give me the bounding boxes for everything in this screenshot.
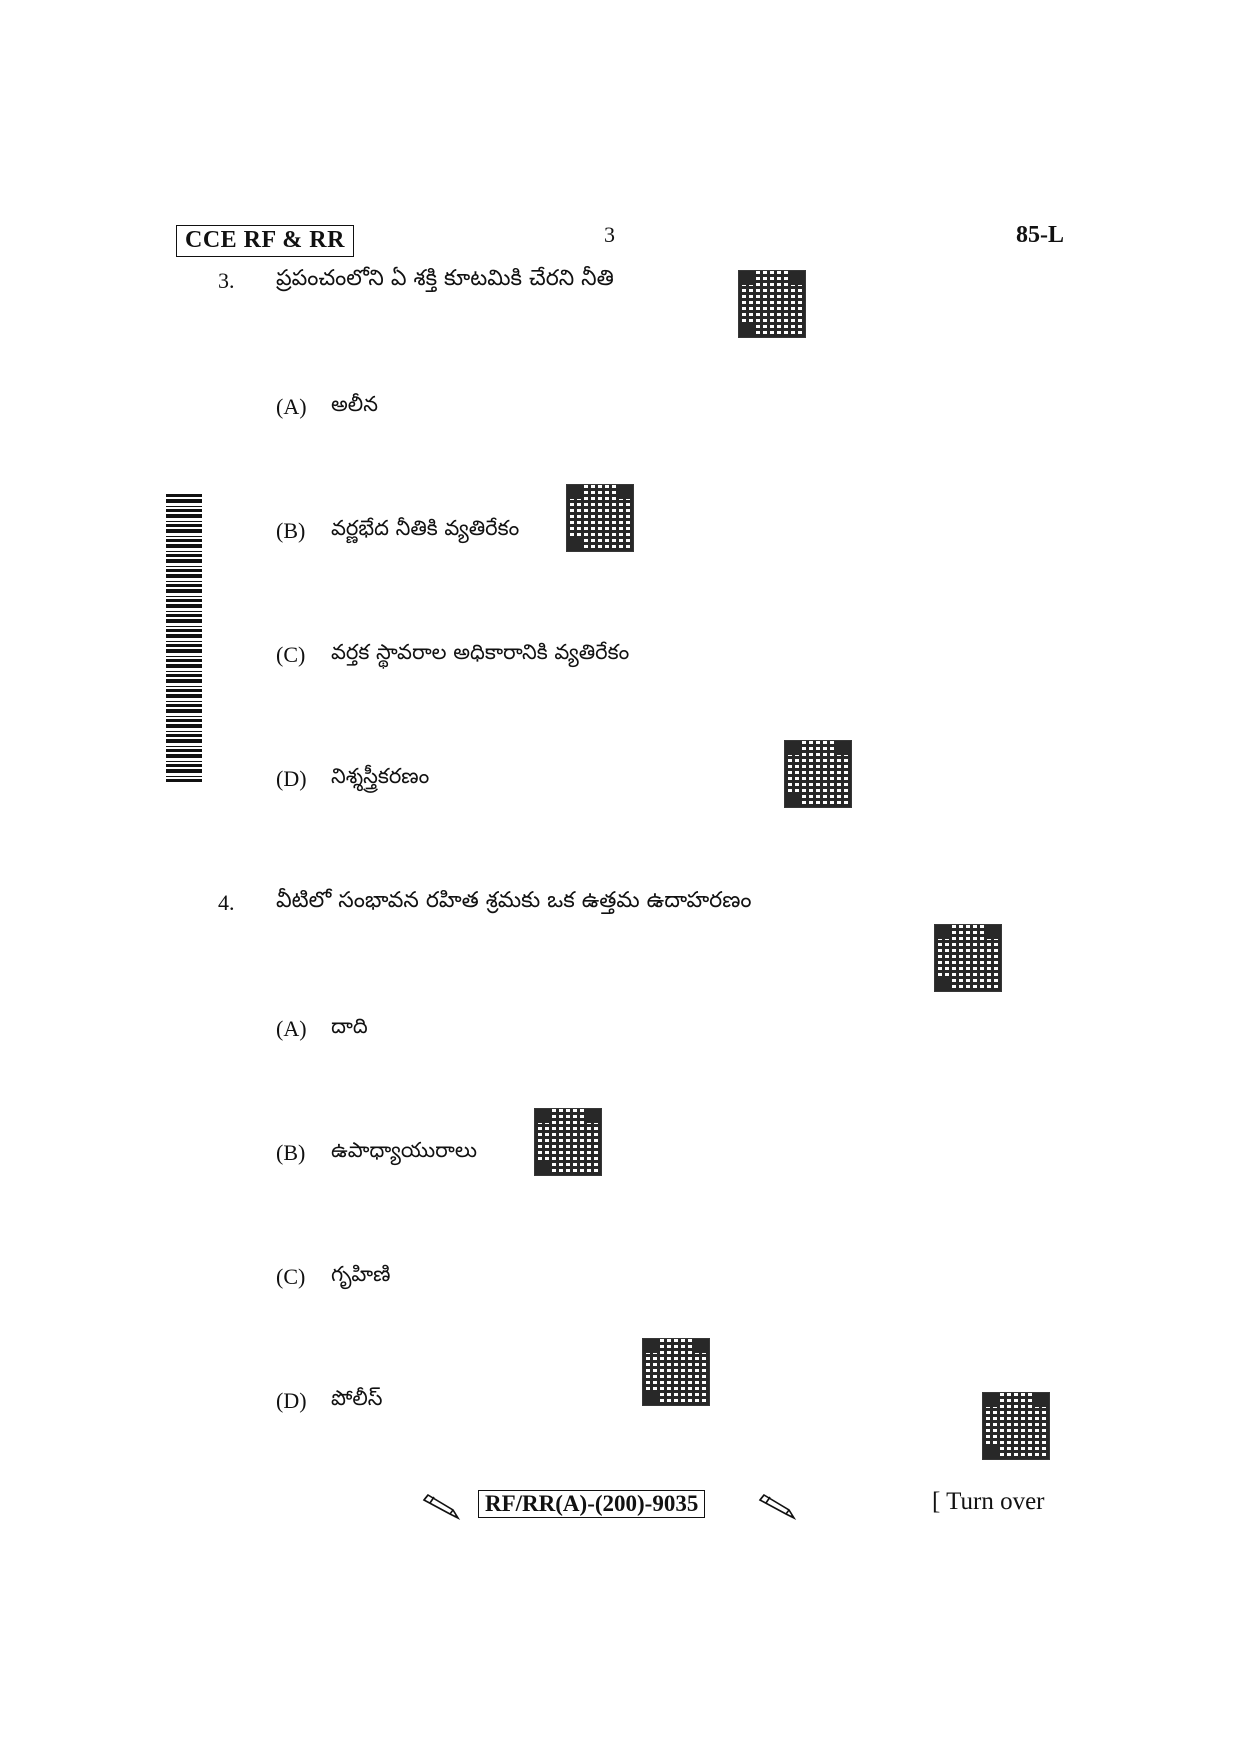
option-text: వర్తక స్థావరాల అధికారానికి వ్యతిరేకం — [331, 640, 630, 664]
option-text: నిశ్శస్త్రీకరణం — [331, 764, 430, 788]
header-exam-label: CCE RF & RR — [176, 225, 354, 257]
turn-over-note: [ Turn over — [932, 1488, 1045, 1515]
barcode — [166, 492, 202, 782]
question-4-option-a — [276, 1014, 368, 1044]
question-4-option-b — [276, 1138, 477, 1168]
qr-code — [534, 1108, 602, 1176]
question-3-option-c — [276, 640, 629, 670]
question-3-number: 3. — [218, 268, 235, 293]
option-letter: (D) — [276, 1388, 307, 1413]
question-3-option-d — [276, 764, 429, 794]
option-letter: (D) — [276, 766, 307, 791]
option-text: వర్ణభేద నీతికి వ్యతిరేకం — [331, 516, 520, 540]
option-letter: (B) — [276, 1140, 306, 1165]
footer-booklet-code: RF/RR(A)-(200)-9035 — [478, 1490, 705, 1518]
option-letter: (B) — [276, 518, 306, 543]
qr-code — [642, 1338, 710, 1406]
pencil-icon — [420, 1492, 466, 1522]
option-text: దాది — [331, 1014, 368, 1038]
question-3-option-b — [276, 516, 519, 546]
page-number: 3 — [604, 222, 615, 247]
option-letter: (C) — [276, 1264, 306, 1289]
qr-code — [982, 1392, 1050, 1460]
qr-code — [784, 740, 852, 808]
option-letter: (A) — [276, 1016, 307, 1041]
option-text: అలీన — [331, 392, 378, 416]
paper-code: 85-L — [1016, 222, 1064, 248]
qr-code — [566, 484, 634, 552]
question-4-number: 4. — [218, 890, 235, 915]
pencil-icon — [756, 1492, 802, 1522]
option-letter: (A) — [276, 394, 307, 419]
question-3-text: ప్రపంచంలోని ఏ శక్తి కూటమికి చేరని నీతి — [276, 266, 614, 291]
question-3-option-a — [276, 392, 378, 422]
qr-code — [934, 924, 1002, 992]
question-4-option-c — [276, 1262, 390, 1292]
option-text: పోలీస్ — [331, 1386, 383, 1410]
option-text: ఉపాధ్యాయురాలు — [331, 1138, 477, 1162]
question-4-text: వీటిలో సంభావన రహిత శ్రమకు ఒక ఉత్తమ ఉదాహరణం — [276, 888, 752, 913]
option-text: గృహిణి — [331, 1262, 391, 1286]
question-4-option-d — [276, 1386, 383, 1416]
qr-code — [738, 270, 806, 338]
option-letter: (C) — [276, 642, 306, 667]
